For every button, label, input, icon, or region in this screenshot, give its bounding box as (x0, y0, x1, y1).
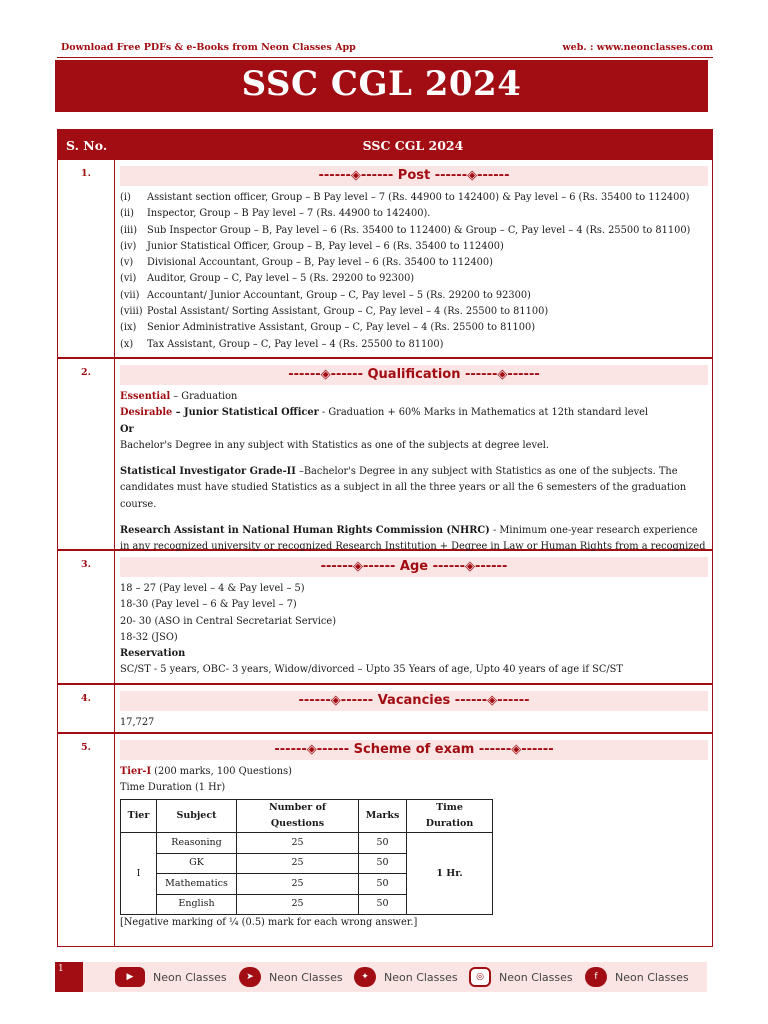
questions-cell: 25 (237, 894, 359, 915)
negative-marking-note: [Negative marking of ¼ (0.5) mark for each wrong answer.] (120, 917, 418, 929)
column-header: Time Duration (407, 799, 493, 833)
questions-cell: 25 (237, 874, 359, 895)
roman-numeral: (viii) (120, 306, 143, 318)
essential-label: Essential (120, 391, 171, 402)
list-item (120, 190, 708, 206)
column-header: Number of Questions (237, 799, 359, 833)
essential-text: – Graduation (170, 391, 238, 402)
list-item (120, 288, 708, 304)
facebook-icon: f (585, 967, 607, 987)
website-link[interactable]: web. : www.neonclasses.com (562, 42, 713, 53)
desirable-label: Desirable (120, 407, 173, 419)
post-text: Postal Assistant/ Sorting Assistant, Group – C, Pay level – 4 (Rs. 25500 to 81100) (147, 306, 549, 318)
roman-numeral: (ix) (120, 322, 137, 334)
social-label: Neon Classes (499, 970, 573, 984)
list-item (120, 223, 708, 239)
facebook-link[interactable] (585, 967, 689, 987)
table-row-vacancies (58, 685, 712, 734)
scheme-table-header-row (121, 799, 493, 833)
table-row-age (58, 551, 712, 685)
list-item (120, 304, 708, 320)
ra-text: - Minimum one-year research experience in any recognized university or recognized Research Institution + Degree in Law or Human Rights from a recognized (120, 525, 706, 553)
statistical-investigator-text (120, 464, 708, 513)
marks-cell: 50 (359, 874, 407, 895)
post-text: Sub Inspector Group – B, Pay level – 6 (Rs. 35400 to 112400) & Group – C, Pay level – 4 (Rs. 25500 to 81100) (147, 224, 691, 236)
youtube-link[interactable] (115, 967, 227, 987)
subject-cell: Mathematics (157, 874, 237, 895)
table-row-scheme (58, 734, 712, 946)
column-header: Tier (121, 799, 157, 833)
section-heading-qualification: ------◈------ Qualification ------◈------ (120, 365, 708, 385)
tier-cell: I (121, 833, 157, 915)
row-number: 4. (81, 693, 91, 704)
list-item (120, 271, 708, 287)
reservation-label: Reservation (120, 648, 186, 660)
post-text: Inspector, Group – B Pay level – 7 (Rs. 44900 to 142400). (147, 208, 431, 220)
duration-text: Time Duration (1 Hr) (120, 782, 226, 794)
marks-cell: 50 (359, 833, 407, 854)
list-item (120, 337, 708, 353)
essential-line (120, 389, 708, 405)
section-heading-vacancies: ------◈------ Vacancies ------◈------ (120, 691, 708, 711)
post-text: Assistant section officer, Group – B Pay level – 7 (Rs. 44900 to 142400) & Pay level – 6 (Rs. 35400 to 112400) (147, 192, 690, 203)
table-title-header: SSC CGL 2024 (362, 138, 464, 153)
table-row-post (58, 160, 712, 359)
subject-cell: GK (157, 853, 237, 874)
table-header (58, 130, 712, 160)
questions-cell: 25 (237, 853, 359, 874)
questions-cell: 25 (237, 833, 359, 854)
table-row-qualification (58, 359, 712, 551)
post-text: Junior Statistical Officer, Group – B, Pay level – 6 (Rs. 35400 to 112400) (147, 240, 504, 252)
tier-text: (200 marks, 100 Questions) (151, 766, 292, 777)
info-table (57, 129, 713, 947)
footer-bar (55, 962, 707, 992)
twitter-icon: ✦ (354, 967, 376, 987)
telegram-link[interactable] (239, 967, 343, 987)
post-text: Tax Assistant, Group – C, Pay level – 4 (Rs. 25500 to 81100) (147, 338, 444, 350)
tier-label: Tier-I (120, 766, 152, 777)
bachelor-text: Bachelor's Degree in any subject with Statistics as one of the subjects at degree level. (120, 439, 550, 451)
row-number: 1. (81, 168, 91, 179)
social-label: Neon Classes (153, 970, 227, 984)
sno-header: S. No. (66, 138, 108, 153)
table-row (121, 833, 493, 854)
section-heading-post: ------◈------ Post ------◈------ (120, 166, 708, 186)
reservation-text: SC/ST - 5 years, OBC- 3 years, Widow/divorced – Upto 35 Years of age, Upto 40 years of age if SC/ST (120, 664, 623, 676)
social-label: Neon Classes (384, 970, 458, 984)
age-line: 18-30 (Pay level – 6 & Pay level – 7) (120, 599, 297, 611)
telegram-icon: ➤ (239, 967, 261, 987)
column-header: Subject (157, 799, 237, 833)
subject-cell: English (157, 894, 237, 915)
tier-line (120, 764, 708, 780)
section-heading-age: ------◈------ Age ------◈------ (120, 557, 708, 577)
page-number: 1 (55, 962, 83, 992)
row-number: 3. (81, 559, 91, 570)
page-title-banner: SSC CGL 2024 (55, 60, 708, 112)
youtube-icon: ▶ (115, 967, 145, 987)
post-text: Senior Administrative Assistant, Group – C, Pay level – 4 (Rs. 25500 to 81100) (147, 322, 536, 334)
or-text: Or (120, 423, 134, 435)
column-header: Marks (359, 799, 407, 833)
marks-cell: 50 (359, 894, 407, 915)
age-line: 18-32 (JSO) (120, 631, 178, 643)
list-item (120, 320, 708, 336)
top-header (57, 40, 713, 58)
list-item (120, 239, 708, 255)
age-line: 20- 30 (ASO in Central Secretariat Service) (120, 615, 337, 627)
desirable-text: - Graduation + 60% Marks in Mathematics at 12th standard level (318, 407, 649, 419)
roman-numeral: (vii) (120, 289, 140, 301)
desirable-line (120, 405, 708, 421)
post-list (120, 190, 708, 353)
scheme-table (120, 799, 493, 916)
subject-cell: Reasoning (157, 833, 237, 854)
ra-label: Research Assistant in National Human Rights Commission (NHRC) (120, 525, 490, 537)
post-text: Auditor, Group – C, Pay level – 5 (Rs. 29200 to 92300) (147, 273, 415, 285)
roman-numeral: (vi) (120, 273, 137, 285)
social-label: Neon Classes (615, 970, 689, 984)
marks-cell: 50 (359, 853, 407, 874)
sig-text: –Bachelor's Degree in any subject with Statistics as one of the subjects. The candidates must have studied Statistics as a subject in all the three years or all the 6 semesters of the graduation course. (120, 466, 687, 510)
instagram-link[interactable] (469, 967, 573, 987)
roman-numeral: (i) (120, 192, 131, 203)
roman-numeral: (v) (120, 257, 134, 269)
roman-numeral: (ii) (120, 208, 134, 220)
roman-numeral: (x) (120, 338, 134, 350)
social-label: Neon Classes (269, 970, 343, 984)
row-number: 5. (81, 742, 91, 753)
row-number: 2. (81, 367, 91, 378)
twitter-link[interactable] (354, 967, 458, 987)
instagram-icon: ◎ (469, 967, 491, 987)
desirable-post: – Junior Statistical Officer (172, 407, 319, 419)
age-line: 18 – 27 (Pay level – 4 & Pay level – 5) (120, 583, 305, 594)
list-item (120, 255, 708, 271)
vacancies-value: 17,727 (120, 717, 155, 728)
sig-label: Statistical Investigator Grade-II (120, 466, 296, 478)
roman-numeral: (iii) (120, 224, 138, 236)
post-text: Accountant/ Junior Accountant, Group – C, Pay level – 5 (Rs. 29200 to 92300) (147, 289, 531, 301)
roman-numeral: (iv) (120, 240, 137, 252)
list-item (120, 206, 708, 222)
section-heading-scheme: ------◈------ Scheme of exam ------◈------ (120, 740, 708, 760)
download-promo-text[interactable]: Download Free PDFs & e-Books from Neon Classes App (61, 42, 356, 53)
duration-cell: 1 Hr. (407, 833, 493, 915)
post-text: Divisional Accountant, Group – B, Pay level – 6 (Rs. 35400 to 112400) (147, 257, 493, 269)
